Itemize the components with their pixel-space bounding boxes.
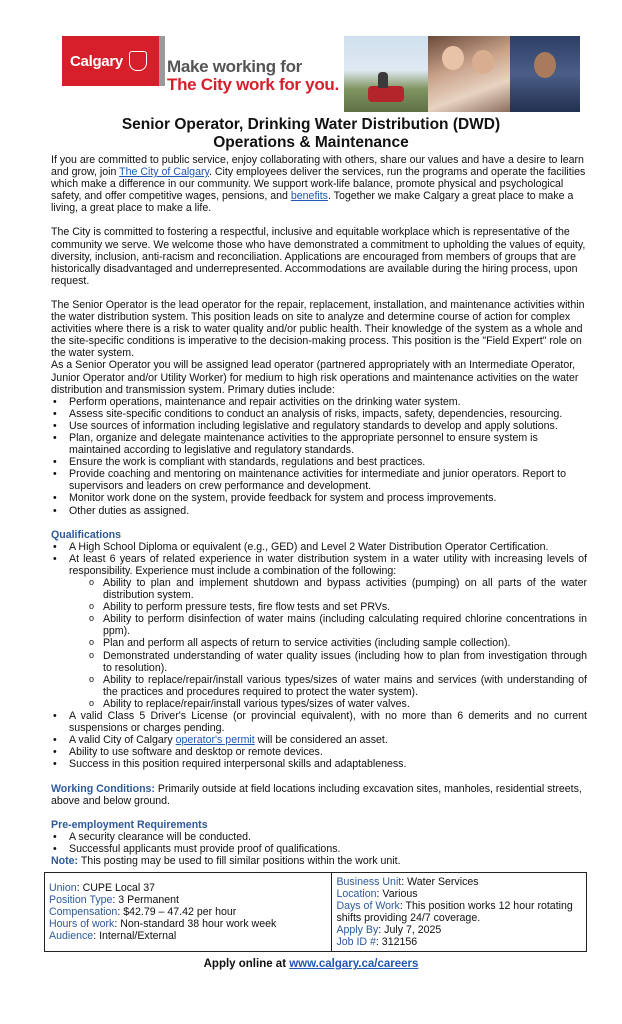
list-item: o Ability to perform disinfection of water mains (including calculating required chlorine concentrations in ppm). (51, 613, 587, 637)
page-title (0, 116, 622, 152)
intro-paragraph-2: The City is committed to fostering a respectful, inclusive and equitable workplace which is representative of the community we serve. We welcome those who have demonstrated a commitment to upholding the values of equity, diversity, inclusion, anti-racism and reconciliation. Applications are encouraged from members of groups that are historically disadvantaged and underrepresented. Accommodations are available during the hiring process, upon request. (51, 226, 586, 287)
duties-list (51, 396, 587, 517)
title-line2: Operations & Maintenance (213, 134, 409, 151)
photo-workers (428, 36, 510, 112)
header-banner (62, 36, 580, 112)
list-item: • Plan, organize and delegate maintenance activities to the appropriate personnel to ensure system is maintained according to legislative and regulatory standards. (51, 432, 587, 456)
list-item: • Ensure the work is compliant with standards, regulations and best practices. (51, 456, 587, 468)
intro-paragraph-3: The Senior Operator is the lead operator for the repair, replacement, installation, and maintenance activities within the water distribution system. This position leads on site to analyze and determine course of action for complex activities where there is a risk to water quality and/or public health. Their knowledge of the system as a whole and the site-specific conditions is imperative to the decision-making process. This position is the "Field Expert" role on the water system. (51, 298, 585, 360)
info-compensation: Compensation: $42.79 – 47.42 per hour (49, 906, 237, 919)
title-line1: Senior Operator, Drinking Water Distribution (DWD) (121, 116, 501, 133)
operators-permit-link[interactable]: operator's permit (175, 734, 255, 747)
list-item: o Ability to perform pressure tests, fire flow tests and set PRVs. (51, 601, 587, 613)
city-of-calgary-link[interactable]: The City of Calgary (119, 166, 210, 179)
list-item: • At least 6 years of related experience in water distribution system in a water utility with increasing levels of responsibility. Experience must include a combination of the following: o Ability to plan and implement shutdown and bypass activities (pumping) on all parts of the water distribution system. o Ability to perform pressure tests, fire flow tests and set PRVs. o Ability to perform disinfection of water mains (including calculating required chlorine concentrations in ppm). o Plan and perform all aspects of return to service activities (including sample collection). o Demonstrated understanding of water quality issues (including how to plan from investigation through to resolution). o Ability to replace/repair/install various types/sizes of water mains and services (with understanding of the practices and procedures required to protect the water system). o Ability to replace/repair/install various types/sizes of water valves. (51, 553, 587, 710)
info-audience: Audience: Internal/External (49, 930, 177, 943)
list-item: o Ability to plan and implement shutdown and bypass activities (pumping) on all parts of the water distribution system. (51, 577, 587, 601)
list-item: • Use sources of information including legislative and regulatory standards to develop and apply solutions. (51, 420, 587, 432)
list-item: • Successful applicants must provide proof of qualifications. (51, 843, 587, 855)
list-item: o Plan and perform all aspects of return to service activities (including sample collection). (51, 637, 587, 649)
list-item: • Success in this position required interpersonal skills and adaptableness. (51, 758, 587, 770)
info-job-id: Job ID #: 312156 (336, 936, 418, 949)
photo-employee (510, 36, 580, 112)
info-position-type: Position Type: 3 Permanent (49, 894, 179, 907)
info-location: Location: Various (336, 888, 418, 901)
info-hours: Hours of work: Non-standard 38 hour work week (49, 918, 277, 931)
tagline-line1: Make working for (167, 57, 303, 76)
working-conditions: Working Conditions: Primarily outside at field locations including excavation sites, manholes, residential streets, above and below ground. (51, 782, 582, 807)
apply-online: Apply online at www.calgary.ca/careers (203, 958, 419, 970)
intro-paragraph-4: As a Senior Operator you will be assigned lead operator (partnered appropriately with an Intermediate Operator, Junior Operator and/or Utility Worker) for medium to high risk operations and maintenance activities on the water distribution and transmission system. Primary duties include: (51, 359, 579, 396)
list-item: • A valid City of Calgary operator's permit will be considered an asset. (51, 734, 587, 746)
benefits-link[interactable]: benefits (290, 190, 328, 203)
list-item: • Provide coaching and mentoring on maintenance activities for intermediate and junior operators. Report to supervisors and leaders on crew performance and development. (51, 468, 587, 492)
tagline (167, 58, 339, 94)
photo-mower (344, 36, 428, 112)
list-item: • A valid Class 5 Driver's License (or provincial equivalent), with no more than 6 demerits and no current suspensions or charges pending. (51, 710, 587, 734)
info-apply-by: Apply By: July 7, 2025 (336, 924, 442, 937)
info-days-of-work: Days of Work: This position works 12 hour rotating shifts providing 24/7 coverage. (336, 900, 573, 925)
list-item: • Perform operations, maintenance and repair activities on the drinking water system. (51, 396, 587, 408)
qualifications-list (51, 541, 587, 771)
pre-employment-list (51, 831, 587, 855)
list-item: o Ability to replace/repair/install various types/sizes of water valves. (51, 698, 587, 710)
info-left-column (45, 873, 332, 951)
info-business-unit: Business Unit: Water Services (336, 876, 479, 888)
crest-icon (129, 51, 147, 71)
posting-body (51, 154, 587, 867)
list-item: • A High School Diploma or equivalent (e.g., GED) and Level 2 Water Distribution Operator Certification. (51, 541, 587, 553)
intro-paragraph-1: If you are committed to public service, enjoy collaborating with others, share our values and have a desire to learn and grow, join The City of Calgary. City employees deliver the services, run the programs and operate the facilities which make a difference in our community. We support work-life balance, promote physical and psychological safety, and offer competitive wages, pensions, and benefits. Together we make Calgary a great place to make a living, a great place to make a life. (51, 154, 586, 215)
list-item: • Ability to use software and desktop or remote devices. (51, 746, 587, 758)
qualifications-heading: Qualifications (51, 528, 122, 541)
info-union: Union: CUPE Local 37 (49, 882, 156, 894)
list-item: o Ability to replace/repair/install various types/sizes of water mains and services (with understanding of the practices and procedures required to protect the water system). (51, 674, 587, 698)
list-item: • A security clearance will be conducted. (51, 831, 587, 843)
info-right-column (332, 873, 586, 951)
job-info-table (44, 872, 587, 952)
list-item: o Demonstrated understanding of water quality issues (including how to plan from investigation through to resolution). (51, 650, 587, 674)
list-item: • Monitor work done on the system, provide feedback for system and process improvements. (51, 492, 587, 504)
experience-sublist (51, 577, 587, 710)
list-item: • Assess site-specific conditions to conduct an analysis of risks, impacts, safety, dependencies, resourcing. (51, 408, 587, 420)
posting-note: Note: This posting may be used to fill similar positions within the work unit. (51, 854, 401, 867)
logo-divider (159, 36, 165, 86)
city-logo (62, 36, 159, 86)
pre-employment-heading: Pre-employment Requirements (51, 818, 208, 831)
tagline-line2: The City work for you. (167, 75, 339, 94)
list-item: • Other duties as assigned. (51, 505, 587, 517)
logo-text: Calgary (70, 52, 123, 70)
banner-photos (344, 36, 580, 112)
careers-link[interactable]: www.calgary.ca/careers (289, 958, 419, 970)
